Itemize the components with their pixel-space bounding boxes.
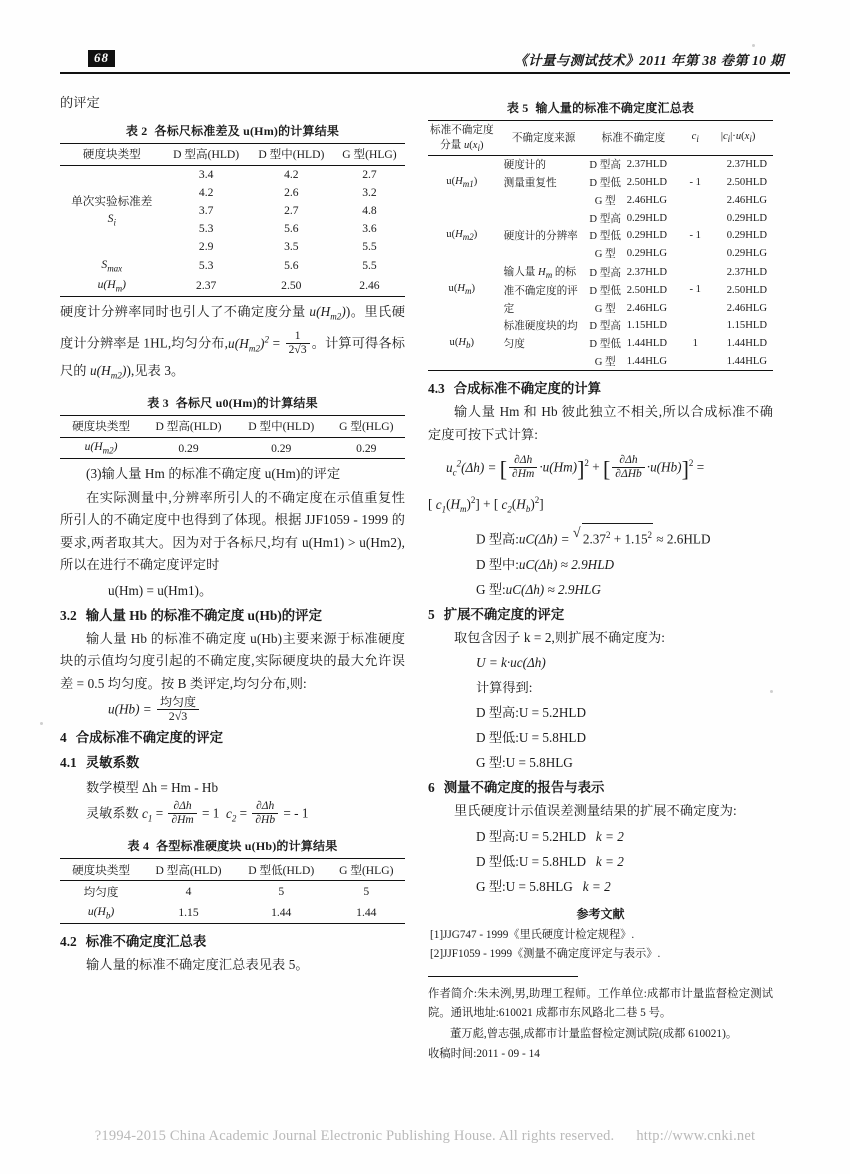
table2-cell: 2.7 (284, 204, 299, 217)
table5-cell-value: 0.29HLD (626, 230, 668, 242)
fraction-denominator: ∂ΔHb (612, 467, 645, 481)
result-U-d-low: D 型低:U = 5.8HLD (476, 730, 587, 746)
section-3-2-title: 输人量 Hb 的标准不确定度 u(Hb)的评定 (85, 607, 322, 623)
table5-col-source: 不确定度来源 (511, 133, 576, 145)
paragraph-independent: 输人量 Hm 和 Hb 彼此独立不相关,所以合成标准不确定度可按下式计算: (428, 404, 773, 442)
result-uc-d-high-body: uC(Δh) = (518, 531, 573, 547)
fraction-uc-term2 (612, 454, 645, 481)
c2-value: = - 1 (280, 805, 309, 821)
table5-cell-product: 0.29HLD (726, 230, 767, 242)
final-result-d-low (428, 850, 773, 873)
fraction-uniformity-over-2root3 (157, 696, 199, 723)
left-column (60, 92, 405, 977)
table5-group-source-line: 测量重复性 (503, 178, 557, 190)
equation-expanded-U: U = k·uc(Δh) (476, 655, 546, 671)
para1-seg-a: 硬度计分辨率同时也引人了不确定度分量 (60, 304, 310, 320)
table2-col-2: D 型中(HLD) (258, 148, 325, 161)
page-number-badge: 68 (88, 50, 115, 67)
table5-cell-product: 0.29HLD (726, 212, 767, 224)
table2-caption (60, 122, 405, 139)
table3-caption-text: 各标尺 u0(Hm)的计算结果 (175, 395, 318, 410)
table2-si-label-main: 单次实验标准差 (71, 195, 153, 209)
table5-col-uncertainty: 标准不确定度 (601, 133, 666, 145)
table5-cell-value: 2.46HLG (626, 302, 668, 314)
fraction-numerator: ∂Δh (256, 800, 275, 813)
table5-cell-value: 2.50HLD (626, 284, 668, 296)
paragraph-measurement: 在实际测量中,分辨率所引人的不确定度在示值重复性所引人的不确定度中也得到了体现。根据 JJF1059 - 1999 的要求,两者取其大。因为对于各标尺,均有 u(Hm1) > u(Hm2),所以在进行不确定度评定时 (60, 489, 405, 573)
table2-cell: 2.37 (196, 279, 217, 293)
final-result-g-text: G 型:U = 5.8HLG (476, 878, 573, 894)
para1-seg-d: )。里氏硬度计分辨率是 1HL,均匀分布, (60, 304, 405, 351)
equation-uc-line2: [ $c_1(H_m)^2$] + [ $c_2(H_b)^2$] (428, 495, 544, 515)
table5-group-source-blank (496, 245, 585, 263)
table5-cell-type: D 型高 (589, 213, 621, 225)
table5-group-source-blank (496, 353, 585, 371)
table5-group-label: $u(H_{m2})$ (446, 229, 478, 243)
table2-cell: 4.2 (198, 186, 214, 199)
table4-cell: 1.44 (271, 906, 292, 920)
equation-uhb-lhs: u(Hb) = (108, 701, 155, 717)
para1-eq-sign: = (269, 335, 284, 351)
c1-value: = 1 (198, 805, 220, 821)
table5-group-source-line: 硬度计的分辨率 (503, 231, 578, 243)
table4-cell: 1.15 (178, 906, 199, 920)
table3-col-1: D 型高(HLD) (155, 420, 222, 434)
table5-cell-product: 1.15HLD (726, 320, 767, 332)
paragraph-summary-ref: 输人量的标准不确定度汇总表见表 5。 (86, 956, 309, 972)
uc-term1-rest: ·u(Hm) (539, 459, 578, 475)
section-3-2-number: 3.2 (60, 607, 77, 623)
table5-cell-value: 2.37HLD (626, 266, 668, 278)
table2-cell: 3.4 (198, 168, 214, 181)
final-result-d-high (428, 825, 773, 848)
fraction-denominator: 2√3 (157, 709, 199, 723)
result-uc-g-body: uC(Δh) ≈ 2.9HLG (505, 581, 601, 597)
fraction-denominator: 2√3 (286, 343, 310, 357)
table4-row2-label: $u(H_b)$ (87, 904, 115, 921)
sensitivity-prefix: 灵敏系数 (86, 805, 143, 821)
scan-speckle (40, 722, 43, 725)
result-uc-g (428, 578, 773, 601)
radical-expression (573, 523, 653, 550)
fraction-numerator: ∂Δh (514, 454, 533, 467)
table2-cell: 5.6 (284, 222, 299, 235)
result-uc-d-mid-body: uC(Δh) ≈ 2.9HLD (518, 556, 615, 572)
table4-col-0: 硬度块类型 (72, 863, 131, 877)
table2-cell: 4.2 (284, 168, 299, 181)
table5-cell-type: D 型高 (589, 160, 621, 172)
table2-cell: 4.8 (362, 204, 377, 217)
table5-cell-type: G 型 (594, 195, 616, 207)
fraction-numerator: ∂Δh (173, 800, 192, 813)
fraction-c1 (168, 800, 196, 827)
table2-cell: 5.6 (284, 259, 299, 273)
section-4-title: 合成标准不确定度的评定 (75, 730, 223, 746)
table2-cell: 5.5 (362, 259, 377, 273)
header-divider (60, 72, 790, 74)
result-U-g: G 型:U = 5.8HLG (476, 755, 573, 771)
paragraph-resolution (60, 301, 405, 387)
table2-cell: 2.9 (198, 240, 214, 253)
table5-cell-type: G 型 (594, 303, 616, 315)
right-column (428, 92, 773, 1066)
table2-cell: 3.7 (198, 204, 214, 217)
table2-col-0: 硬度块类型 (82, 148, 141, 161)
table2-uhm-label: $u(H_m)$ (97, 278, 126, 294)
table5-caption-number: 表 5 (506, 101, 529, 115)
table5-cell-value: 2.37HLD (626, 159, 668, 171)
fraction-numerator: 1 (294, 330, 301, 343)
footnote-divider (428, 976, 578, 977)
equation-uc-lhs: $u_c^2(\Delta h)$ = (446, 458, 500, 478)
table5-col-component (428, 121, 496, 156)
table5-cell-value: 0.29HLG (626, 248, 668, 260)
table-row (428, 209, 773, 227)
equation-uhm: u(Hm) = u(Hm1)。 (108, 582, 213, 598)
table5-cell-type: G 型 (594, 249, 616, 261)
table3-caption-number: 表 3 (147, 395, 169, 410)
table5-caption-text: 输人量的标准不确定度汇总表 (535, 101, 695, 115)
table5-cell-type: D 型高 (589, 321, 621, 333)
reference-item: [2]JJF1059 - 1999《测量不确定度评定与表示》. (430, 947, 661, 960)
page-header (60, 48, 790, 82)
table2-col-1: D 型高(HLD) (173, 148, 240, 161)
table5-cell-product: 2.46HLG (726, 194, 767, 206)
table4-cell: 4 (185, 885, 192, 899)
table2-col-3: G 型(HLG) (342, 148, 397, 161)
scan-speckle (770, 690, 773, 693)
section-3-2-heading (60, 604, 405, 627)
table5-group-source-line: 硬度计的 (503, 160, 546, 172)
fraction-denominator: ∂Hm (509, 467, 537, 481)
footnote-coauthors: 董万彪,曾志强,成都市计量监督检定测试院(成都 610021)。 (450, 1027, 738, 1040)
table-row (428, 317, 773, 335)
table5-group-source-line: 输人量 $H_m$ 的标 (503, 266, 577, 281)
result-U-d-high: D 型高:U = 5.2HLD (476, 705, 587, 721)
table4-cell: 1.44 (356, 906, 377, 920)
table-row (60, 437, 405, 458)
table2-cell: 3.6 (362, 222, 377, 235)
para1-seg-m: ),见表 3。 (126, 362, 185, 378)
fraction-numerator: ∂Δh (619, 454, 638, 467)
table5-cell-product: 1.44HLG (726, 355, 767, 367)
table5-group-source-line: 定 (503, 303, 515, 315)
table4-header-row (60, 859, 405, 881)
section-5-heading (428, 603, 773, 626)
table3-cell: 0.29 (356, 441, 377, 455)
result-uc-d-high-tail: ≈ 2.6HLD (653, 531, 711, 547)
equation-uhb (60, 697, 405, 724)
table5-col-product: $|c_i|\cdot u(x_i)$ (720, 131, 756, 145)
table3-col-2: D 型中(HLD) (248, 420, 315, 434)
section-6-heading (428, 776, 773, 799)
table5-cell-value: 2.46HLG (626, 194, 668, 206)
result-uc-d-high-label: D 型高: (476, 531, 519, 547)
table2-header-row (60, 143, 405, 165)
table-row (60, 881, 405, 903)
table4-cell: 5 (363, 885, 370, 899)
table2-caption-number: 表 2 (125, 123, 148, 138)
final-result-d-low-k: k = 2 (595, 853, 624, 869)
table5-cell-product: 2.50HLD (726, 177, 767, 189)
section-4-1-heading (60, 751, 405, 774)
final-result-d-high-k: k = 2 (595, 828, 624, 844)
section-5-title: 扩展不确定度的评定 (443, 606, 565, 622)
table5-cell-value: 1.15HLD (626, 320, 668, 332)
table5-cell-ci: - 1 (689, 177, 701, 189)
fraction-one-over-2root3 (286, 330, 310, 357)
result-uc-d-high (428, 523, 773, 550)
table5-group-source-line: 匀度 (503, 339, 525, 351)
final-result-d-low-text: D 型低:U = 5.8HLD (476, 853, 587, 869)
table3-header-row (60, 415, 405, 437)
table4-col-1: D 型高(HLD) (155, 863, 222, 877)
table-row (428, 263, 773, 282)
table2-cell: 2.6 (284, 186, 299, 199)
table5-cell-value: 1.44HLD (626, 338, 668, 350)
table5-cell-value: 1.44HLG (626, 355, 668, 367)
fraction-c2 (252, 800, 278, 827)
paragraph-computed: 计算得到: (476, 680, 533, 696)
table5-cell-type: D 型低 (589, 231, 621, 243)
table4-caption (60, 837, 405, 854)
para1-uhm2-b: $u(H_{m2})^2$ (228, 334, 270, 354)
table5-caption (428, 99, 773, 116)
table5-cell-type: D 型低 (589, 339, 621, 351)
table5-group-label: $u(H_m)$ (448, 283, 476, 297)
table5-cell-type: D 型低 (589, 178, 621, 190)
paragraph-hb-source: 输人量 Hb 的标准不确定度 u(Hb)主要来源于标准硬度块的示值均匀度引起的不确定度,实际硬度块的最大允许误差 = 0.5 均匀度。按 B 类评定,均匀分布,则: (60, 630, 405, 691)
equation-sensitivity-coefficients: 灵敏系数 $c_1$ = $\frac{\partial\Delta h}{\partial Hm}$ = 1 $c_2$ = $\frac{\partial\Delta h}{\partial Hb}$ = - 1 (86, 800, 309, 827)
result-uc-d-mid (428, 553, 773, 576)
section-4-3-title: 合成标准不确定度的计算 (453, 381, 602, 397)
table4-col-2: D 型低(HLD) (248, 863, 315, 877)
table3-cell: 0.29 (178, 441, 199, 455)
table3 (60, 415, 405, 459)
table5-col-component-line1: 标准不确定度 (430, 125, 494, 137)
table2 (60, 143, 405, 298)
paragraph-item3: (3)输人量 Hm 的标准不确定度 u(Hm)的评定 (86, 466, 341, 482)
final-result-d-high-text: D 型高:U = 5.2HLD (476, 828, 587, 844)
table2-cell: 3.5 (284, 240, 299, 253)
table5-cell-ci: - 1 (689, 230, 701, 242)
table5-cell-type: D 型高 (589, 267, 621, 279)
para1-uhm2-c: $u(H_{m2})$ (89, 362, 127, 381)
table2-cell: 3.2 (362, 186, 377, 199)
reference-item: [1]JJG747 - 1999《里氏硬度计检定规程》. (430, 928, 635, 941)
table2-cell: 5.5 (362, 240, 377, 253)
section-4-3-heading (428, 377, 773, 400)
table5-cell-product: 1.44HLD (726, 338, 767, 350)
section-4-2-heading (60, 930, 405, 953)
fraction-denominator: ∂Hb (252, 813, 278, 827)
result-uc-d-mid-label: D 型中: (476, 556, 519, 572)
section-4-number: 4 (60, 730, 67, 746)
table5-cell-product: 2.46HLG (726, 302, 767, 314)
cnki-footer (0, 1128, 850, 1145)
section-4-1-number: 4.1 (60, 755, 77, 771)
section-6-title: 测量不确定度的报告与表示 (443, 780, 605, 796)
table3-col-3: G 型(HLG) (339, 420, 394, 434)
equation-uc-squared: $u_c^2(\Delta h)$ = [ $\frac{\partial\Delta h}{\partial Hm}$ ·u(Hm)]$^2$ + [ $\frac{\partial\Delta h}{\text{∂ΔHb}}$ ·u(Hb)]$^2$ = (446, 454, 705, 482)
cnki-url: http://www.cnki.net (636, 1128, 756, 1144)
cnki-copyright: ?1994-2015 China Academic Journal Electronic Publishing House. All rights reserved. (94, 1128, 615, 1144)
table5-cell-product: 2.37HLD (726, 159, 767, 171)
equation-math-model: 数学模型 Δh = Hm - Hb (86, 780, 219, 796)
scan-speckle (752, 44, 755, 47)
table5-cell-value: 0.29HLD (626, 212, 668, 224)
footnote-received-date: 收稿时间:2011 - 09 - 14 (428, 1048, 540, 1061)
fraction-denominator: ∂Hm (168, 813, 196, 827)
table-row (60, 256, 405, 276)
journal-citation-line: 《计量与测试技术》2011 年第 38 卷第 10 期 (514, 53, 784, 68)
table5-group-source-line: 准不确定度的评 (503, 285, 578, 297)
section-4-3-number: 4.3 (428, 381, 445, 397)
table4-caption-number: 表 4 (127, 839, 150, 854)
table4-col-3: G 型(HLG) (339, 863, 394, 877)
paragraph-report: 里氏硬度计示值误差测量结果的扩展不确定度为: (454, 803, 737, 819)
continued-text: 的评定 (60, 95, 100, 110)
section-5-number: 5 (428, 606, 435, 622)
table5-header-row (428, 121, 773, 156)
table3-col-0: 硬度块类型 (72, 420, 131, 434)
section-4-heading (60, 726, 405, 749)
table5-group-source-line: 标准硬度块的均 (503, 321, 578, 333)
table3-row-label: $u(H_{m2})$ (84, 440, 118, 456)
table5-group-label: $u(H_{m1})$ (446, 176, 478, 190)
table3-cell: 0.29 (271, 441, 292, 455)
table-row (60, 165, 405, 184)
table4-row1-label: 均匀度 (83, 885, 119, 899)
final-result-g (428, 875, 773, 898)
result-uc-g-label: G 型: (476, 581, 506, 597)
section-4-2-number: 4.2 (60, 933, 77, 949)
footnote-author-bio: 作者简介:朱未洌,男,助理工程师。工作单位:成都市计量监督检定测试院。通讯地址:610021 成都市东风路北二巷 5 号。 (428, 987, 773, 1020)
table2-si-label: 单次实验标准差 $S_i$ (60, 165, 164, 256)
table5-cell-type: D 型低 (589, 285, 621, 297)
table4 (60, 858, 405, 923)
radical-content: $2.37^2 + 1.15^2$ (582, 523, 653, 550)
table2-cell: 5.3 (198, 259, 214, 273)
table-row (428, 155, 773, 173)
table2-cell: 2.46 (359, 279, 380, 293)
uc-term2-rest: ·u(Hb) (646, 459, 682, 475)
table2-cell: 2.50 (281, 279, 302, 293)
table5-group-source-blank (496, 191, 585, 209)
table3-caption (60, 394, 405, 411)
table2-caption-text: 各标尺标准差及 u(Hm)的计算结果 (154, 123, 340, 138)
table2-cell: 5.3 (198, 222, 214, 235)
fraction-uc-term1 (509, 454, 537, 481)
table5-col-component-line2: 分量 $u(x_i)$ (440, 140, 484, 154)
table5-group-label: $u(H_b)$ (449, 337, 475, 351)
final-result-g-k: k = 2 (582, 878, 611, 894)
section-4-2-title: 标准不确定度汇总表 (85, 933, 207, 949)
table-row (60, 902, 405, 923)
table5-cell-type: G 型 (594, 356, 616, 368)
table5-col-ci: $c_i$ (691, 131, 699, 145)
table-row (60, 276, 405, 297)
fraction-numerator: 均匀度 (160, 695, 197, 710)
table5-cell-ci: - 1 (689, 284, 701, 296)
section-4-1-title: 灵敏系数 (85, 755, 140, 771)
table5-cell-product: 2.37HLD (726, 266, 767, 278)
table4-cell: 5 (278, 885, 285, 899)
table4-caption-text: 各型标准硬度块 u(Hb)的计算结果 (156, 839, 338, 854)
table5-group-source-blank (496, 209, 585, 227)
para1-seg-j: 。计算可得各标尺的 (60, 335, 405, 378)
table5-cell-ci: 1 (692, 338, 698, 350)
section-6-number: 6 (428, 780, 435, 796)
references-heading: 参考文献 (576, 906, 625, 921)
table2-cell: 2.7 (362, 168, 377, 181)
table5-cell-value: 2.50HLD (626, 177, 668, 189)
paragraph-coverage-factor: 取包含因子 k = 2,则扩展不确定度为: (454, 629, 666, 645)
table5 (428, 120, 773, 371)
table5-cell-product: 2.50HLD (726, 284, 767, 296)
para1-uhm2-a: $u(H_{m2})$ (309, 304, 346, 322)
table5-cell-product: 0.29HLG (726, 248, 767, 260)
table2-smax-label: $S_{max}$ (101, 258, 123, 274)
